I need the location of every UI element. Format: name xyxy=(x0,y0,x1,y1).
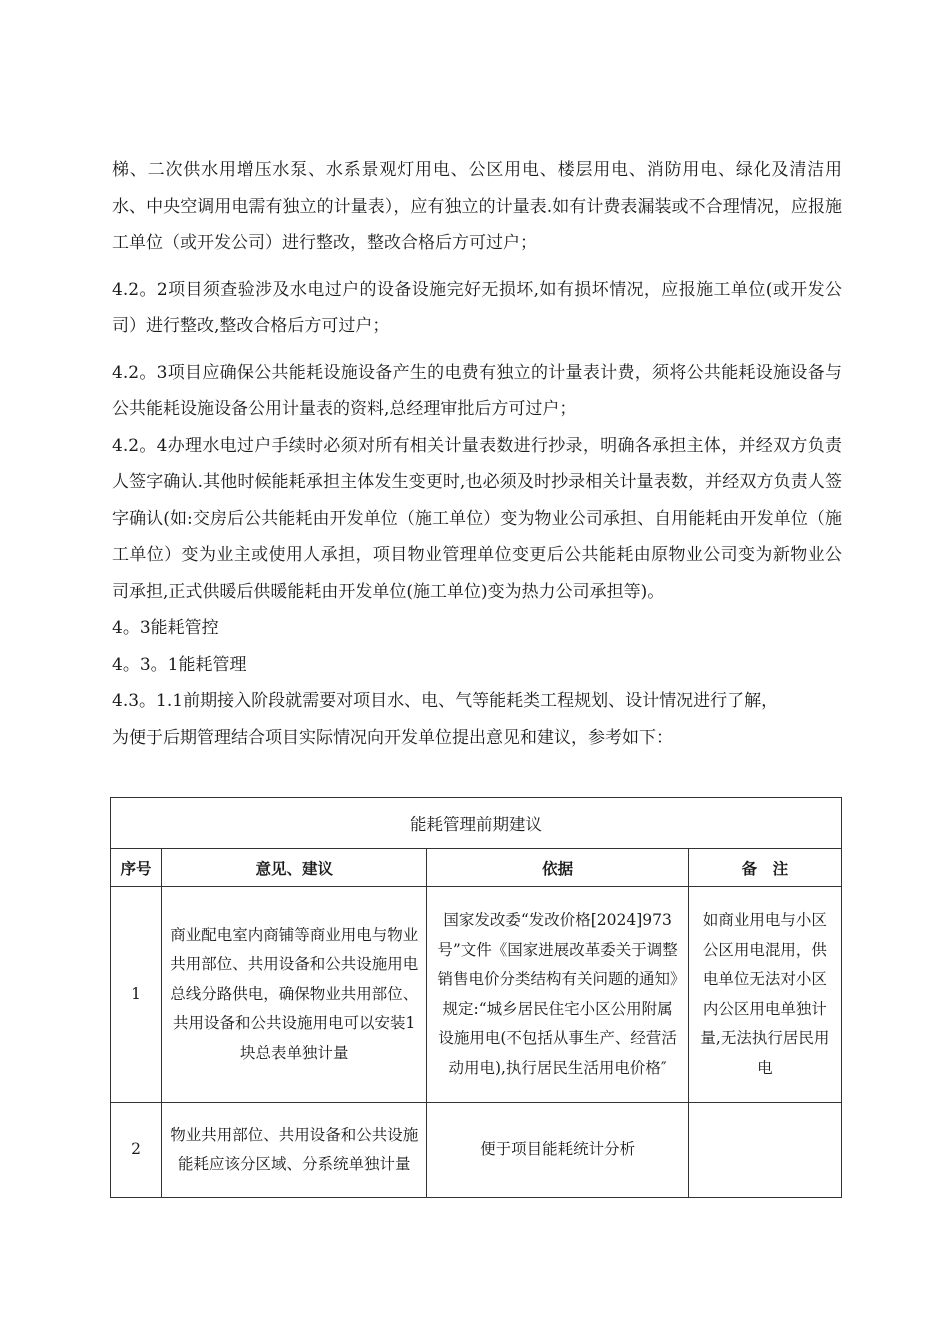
energy-advice-table xyxy=(110,797,842,1198)
row-basis: 便于项目能耗统计分析 xyxy=(427,1103,688,1198)
row-opinion: 商业配电室内商铺等商业用电与物业共用部位、共用设备和公共设施用电总线分路供电，确保物业共用部位、共用设备和公共设施用电可以安装1块总表单独计量 xyxy=(162,887,427,1103)
row-no: 2 xyxy=(111,1103,162,1198)
paragraph-4-2-4: 4.2。4办理水电过户手续时必须对所有相关计量表数进行抄录，明确各承担主体，并经双方负责人签字确认.其他时候能耗承担主体发生变更时,也必须及时抄录相关计量表数，并经双方负责人签字确认(如:交房后公共能耗由开发单位（施工单位）变为物业公司承担、自用能耗由开发单位（施工单位）变为业主或使用人承担，项目物业管理单位变更后公共能耗由原物业公司变为新物业公司承担,正式供暖后供暖能耗由开发单位(施工单位)变为热力公司承担等)。 xyxy=(112,435,842,602)
table-header-row xyxy=(111,849,842,887)
row-remark xyxy=(688,1103,841,1198)
header-remark: 备 注 xyxy=(688,849,841,887)
body-text xyxy=(112,152,842,756)
header-opinion: 意见、建议 xyxy=(162,849,427,887)
paragraph-4-2-2: 4.2。2项目须查验涉及水电过户的设备设施完好无损坏,如有损坏情况，应报施工单位(或开发公司）进行整改,整改合格后方可过户； xyxy=(112,279,842,336)
table-caption-row xyxy=(111,798,842,849)
paragraph-4-2-3: 4.2。3项目应确保公共能耗设施设备产生的电费有独立的计量表计费，须将公共能耗设施设备与公共能耗设施设备公用计量表的资料,总经理审批后方可过户； xyxy=(112,362,842,419)
table-caption: 能耗管理前期建议 xyxy=(111,798,842,849)
row-basis: 国家发改委“发改价格[2024]973号”文件《国家进展改革委关于调整销售电价分类结构有关问题的通知》规定:“城乡居民住宅小区公用附属设施用电(不包括从事生产、经营活动用电),执行居民生活用电价格″ xyxy=(427,887,688,1103)
paragraph-4-3-1-1: 4.3。1.1前期接入阶段就需要对项目水、电、气等能耗类工程规划、设计情况进行了解， xyxy=(112,691,779,711)
row-no: 1 xyxy=(111,887,162,1103)
table-row xyxy=(111,1103,842,1198)
row-opinion: 物业共用部位、共用设备和公共设施能耗应该分区域、分系统单独计量 xyxy=(162,1103,427,1198)
paragraph-continuation: 梯、二次供水用增压水泵、水系景观灯用电、公区用电、楼层用电、消防用电、绿化及清洁用水、中央空调用电需有独立的计量表），应有独立的计量表.如有计费表漏装或不合理情况，应报施工单位（或开发公司）进行整改，整改合格后方可过户； xyxy=(112,160,842,253)
paragraph-intro: 为便于后期管理结合项目实际情况向开发单位提出意见和建议，参考如下： xyxy=(112,727,673,748)
heading-4-3: 4。3能耗管控 xyxy=(112,618,219,638)
row-remark: 如商业用电与小区公区用电混用，供电单位无法对小区内公区用电单独计量,无法执行居民用电 xyxy=(688,887,841,1103)
header-basis: 依据 xyxy=(427,849,688,887)
heading-4-3-1: 4。3。1能耗管理 xyxy=(112,654,247,675)
header-no: 序号 xyxy=(111,849,162,887)
table-row xyxy=(111,887,842,1103)
